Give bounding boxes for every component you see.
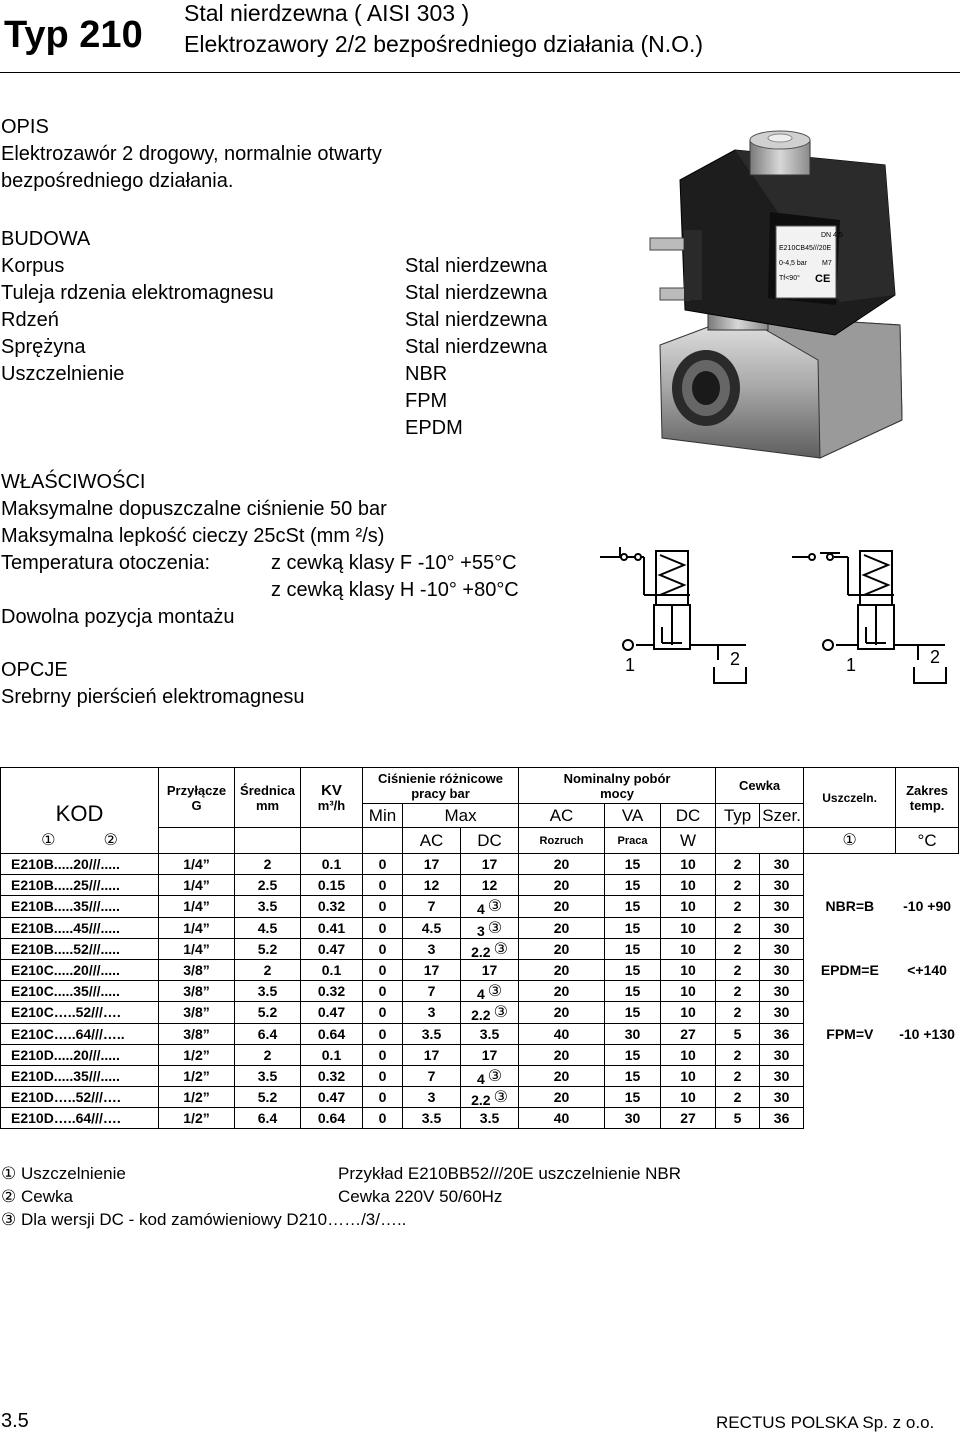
budowa-part: Uszczelnienie	[1, 363, 125, 385]
th-max: Max	[403, 804, 519, 828]
cell-mm: 3.5	[235, 1065, 301, 1086]
cell-g: 1/4”	[159, 896, 235, 917]
cell-kod: E210C.....20///.....	[1, 959, 159, 980]
wlasciwosci-heading: WŁAŚCIWOŚCI	[1, 471, 146, 493]
cell-praca: 15	[605, 1087, 661, 1108]
cell-kod: E210B.....52///.....	[1, 938, 159, 959]
cell-g: 1/4”	[159, 917, 235, 938]
valve-symbol-rest	[790, 545, 955, 695]
th-deg-c: °C	[896, 828, 959, 854]
cell-szer: 30	[760, 1065, 804, 1086]
cell-typ: 2	[716, 896, 760, 917]
th-typ: Typ	[716, 804, 760, 828]
cell-ac: 3.5	[403, 1023, 461, 1044]
th-kod: KOD	[1, 768, 159, 828]
table-row	[1, 896, 959, 917]
cell-typ: 2	[716, 917, 760, 938]
cell-roz: 20	[519, 875, 605, 896]
cell-w: 10	[661, 854, 716, 875]
cell-kod: E210C.....35///.....	[1, 981, 159, 1002]
table-row	[1, 981, 959, 1002]
cell-roz: 20	[519, 1065, 605, 1086]
company-name: RECTUS POLSKA Sp. z o.o.	[716, 1413, 935, 1432]
cell-praca: 15	[605, 917, 661, 938]
table-row	[1, 1108, 959, 1129]
table-row	[1, 1044, 959, 1065]
cell-mm: 5.2	[235, 1087, 301, 1108]
cell-w: 10	[661, 981, 716, 1002]
cell-g: 1/4”	[159, 875, 235, 896]
cell-ac: 3	[403, 1002, 461, 1023]
th-uszczeln: Uszczeln.	[804, 768, 896, 828]
photo-label-pressure: 0-4,5 bar	[779, 260, 808, 267]
cell-roz: 40	[519, 1108, 605, 1129]
cell-kv: 0.47	[301, 938, 363, 959]
header-rule	[0, 72, 960, 73]
budowa-heading: BUDOWA	[1, 228, 91, 250]
cell-w: 10	[661, 1044, 716, 1065]
cell-praca: 15	[605, 875, 661, 896]
cell-dc: 3.5	[461, 1023, 519, 1044]
cell-kod: E210B.....35///.....	[1, 896, 159, 917]
note-3-ref: ③	[493, 940, 508, 958]
th-cisnienie: Ciśnienie różnicowe pracy bar	[363, 768, 519, 804]
cell-seal: FPM=V	[826, 1025, 874, 1042]
th-dc: DC	[661, 804, 716, 828]
cell-g: 1/2”	[159, 1065, 235, 1086]
cell-szer: 36	[760, 1108, 804, 1129]
cell-dc: 17	[461, 1044, 519, 1065]
temp-class-f: z cewką klasy F -10° +55°C	[271, 552, 517, 574]
valve-photo	[640, 120, 950, 470]
cell-mm: 6.4	[235, 1023, 301, 1044]
cell-seal	[804, 1108, 896, 1129]
cell-typ: 2	[716, 1044, 760, 1065]
photo-label-m7: M7	[822, 260, 832, 267]
footnote-1: ① Uszczelnienie	[1, 1164, 126, 1183]
cell-temp: <+140	[907, 962, 947, 979]
cell-dc: 4 ③	[461, 981, 519, 1002]
port-1-label: 1	[846, 655, 857, 675]
cell-temp	[896, 917, 959, 938]
cell-mm: 3.5	[235, 896, 301, 917]
cell-temp	[896, 938, 959, 959]
cell-min: 0	[363, 1023, 403, 1044]
ambient-temp-label: Temperatura otoczenia:	[1, 552, 211, 574]
cell-seal	[804, 875, 896, 896]
cell-dc: 4 ③	[461, 896, 519, 917]
cell-g: 1/2”	[159, 1108, 235, 1129]
cell-min: 0	[363, 981, 403, 1002]
th-min: Min	[363, 804, 403, 828]
th-szer: Szer.	[760, 804, 804, 828]
spec-table	[0, 767, 959, 1129]
cell-min: 0	[363, 917, 403, 938]
cell-kod: E210D.....20///.....	[1, 1044, 159, 1065]
cell-kod: E210B.....25///.....	[1, 875, 159, 896]
cell-typ: 2	[716, 854, 760, 875]
cell-dc: 2.2 ③	[461, 1002, 519, 1023]
cell-g: 1/4”	[159, 938, 235, 959]
cell-praca: 15	[605, 981, 661, 1002]
cell-praca: 15	[605, 959, 661, 980]
cell-temp	[896, 875, 959, 896]
th-nominalny: Nominalny pobór mocy	[519, 768, 716, 804]
table-row	[1, 875, 959, 896]
budowa-material: Stal nierdzewna	[405, 309, 548, 331]
budowa-part: Korpus	[1, 255, 65, 277]
cell-ac: 12	[403, 875, 461, 896]
cell-mm: 5.2	[235, 1002, 301, 1023]
coil-example: Cewka 220V 50/60Hz	[338, 1187, 503, 1206]
cell-roz: 20	[519, 917, 605, 938]
cell-w: 10	[661, 1065, 716, 1086]
note-3-ref: ③	[493, 1004, 508, 1022]
cell-roz: 20	[519, 1002, 605, 1023]
cell-seal	[804, 1002, 896, 1023]
budowa-seal-option: FPM	[405, 390, 448, 412]
cell-kv: 0.32	[301, 981, 363, 1002]
cell-ac: 17	[403, 854, 461, 875]
cell-kv: 0.1	[301, 959, 363, 980]
cell-kod: E210B.....45///.....	[1, 917, 159, 938]
th-kod-refs: ① ②	[1, 828, 159, 854]
footnote-2: ② Cewka	[1, 1187, 73, 1206]
footnote-3: ③ Dla wersji DC - kod zamówieniowy D210……/3/…..	[1, 1210, 407, 1229]
port-1-label: 1	[625, 655, 636, 675]
th-cewka: Cewka	[716, 768, 804, 804]
cell-dc: 17	[461, 959, 519, 980]
th-ac: AC	[519, 804, 605, 828]
cell-szer: 30	[760, 896, 804, 917]
cell-mm: 4.5	[235, 917, 301, 938]
th-zakres: Zakres temp.	[896, 768, 959, 828]
cell-w: 10	[661, 1002, 716, 1023]
cell-temp	[896, 1065, 959, 1086]
cell-praca: 15	[605, 1065, 661, 1086]
cell-min: 0	[363, 938, 403, 959]
cell-min: 0	[363, 1087, 403, 1108]
cell-dc: 4 ③	[461, 1065, 519, 1086]
cell-w: 27	[661, 1023, 716, 1044]
cell-seal	[804, 938, 896, 959]
budowa-seal-option: EPDM	[405, 417, 463, 439]
photo-label-dn: DN 4,5	[821, 232, 843, 239]
cell-szer: 30	[760, 875, 804, 896]
cell-szer: 30	[760, 854, 804, 875]
cell-roz: 20	[519, 959, 605, 980]
cell-praca: 15	[605, 938, 661, 959]
cell-praca: 15	[605, 854, 661, 875]
max-pressure: Maksymalne dopuszczalne ciśnienie 50 bar	[1, 498, 387, 520]
cell-w: 10	[661, 875, 716, 896]
cell-g: 1/2”	[159, 1044, 235, 1065]
cell-temp	[896, 1087, 959, 1108]
cell-ac: 7	[403, 896, 461, 917]
cell-kv: 0.32	[301, 896, 363, 917]
cell-min: 0	[363, 854, 403, 875]
note-3-ref: ③	[487, 983, 503, 1001]
cell-kv: 0.32	[301, 1065, 363, 1086]
cell-min: 0	[363, 1044, 403, 1065]
budowa-material: NBR	[405, 363, 448, 385]
cell-ac: 4.5	[403, 917, 461, 938]
cell-mm: 2	[235, 959, 301, 980]
port-2-label: 2	[930, 647, 941, 667]
header-material: Stal nierdzewna ( AISI 303 )	[184, 0, 470, 26]
th-srednica: Średnica mm	[235, 768, 301, 828]
cell-roz: 40	[519, 1023, 605, 1044]
cell-praca: 15	[605, 896, 661, 917]
table-row	[1, 1023, 959, 1044]
cell-roz: 20	[519, 896, 605, 917]
cell-w: 27	[661, 1108, 716, 1129]
cell-kv: 0.1	[301, 1044, 363, 1065]
table-row	[1, 959, 959, 980]
th-praca: Praca	[605, 828, 661, 854]
budowa-material: Stal nierdzewna	[405, 282, 548, 304]
opis-line-2: bezpośredniego działania.	[1, 170, 234, 192]
cell-ac: 3	[403, 1087, 461, 1108]
cell-dc: 2.2 ③	[461, 938, 519, 959]
cell-kv: 0.15	[301, 875, 363, 896]
cell-mm: 2	[235, 1044, 301, 1065]
cell-temp	[896, 1044, 959, 1065]
cell-dc: 12	[461, 875, 519, 896]
cell-temp	[896, 981, 959, 1002]
cell-ac: 7	[403, 981, 461, 1002]
cell-g: 3/8”	[159, 1002, 235, 1023]
cell-seal: NBR=B	[825, 898, 875, 915]
cell-mm: 6.4	[235, 1108, 301, 1129]
cell-szer: 30	[760, 938, 804, 959]
budowa-part: Rdzeń	[1, 309, 59, 331]
cell-dc: 3 ③	[461, 917, 519, 938]
opcje-line-1: Srebrny pierścień elektromagnesu	[1, 686, 305, 708]
table-row	[1, 1002, 959, 1023]
table-row	[1, 1065, 959, 1086]
cell-g: 3/8”	[159, 1023, 235, 1044]
cell-min: 0	[363, 896, 403, 917]
cell-mm: 5.2	[235, 938, 301, 959]
cell-roz: 20	[519, 981, 605, 1002]
budowa-material: Stal nierdzewna	[405, 255, 548, 277]
cell-typ: 5	[716, 1023, 760, 1044]
photo-label-temp: Tf<90°	[779, 275, 800, 282]
cell-w: 10	[661, 938, 716, 959]
cell-szer: 36	[760, 1023, 804, 1044]
max-viscosity: Maksymalna lepkość cieczy 25cSt (mm ²/s)	[1, 525, 385, 547]
cell-szer: 30	[760, 959, 804, 980]
cell-w: 10	[661, 1087, 716, 1108]
cell-szer: 30	[760, 917, 804, 938]
cell-min: 0	[363, 1002, 403, 1023]
cell-roz: 20	[519, 854, 605, 875]
cell-kod: E210D…..52///….	[1, 1087, 159, 1108]
cell-seal	[804, 1065, 896, 1086]
cell-ac: 7	[403, 1065, 461, 1086]
cell-min: 0	[363, 1108, 403, 1129]
cell-typ: 2	[716, 981, 760, 1002]
note-3-ref: ③	[493, 1089, 508, 1107]
cell-typ: 2	[716, 1065, 760, 1086]
cell-seal	[804, 1044, 896, 1065]
cell-seal	[804, 981, 896, 1002]
cell-ac: 3	[403, 938, 461, 959]
opis-line-1: Elektrozawór 2 drogowy, normalnie otwarty	[1, 143, 382, 165]
cell-praca: 15	[605, 1002, 661, 1023]
cell-mm: 3.5	[235, 981, 301, 1002]
cell-ac: 17	[403, 959, 461, 980]
cell-kv: 0.47	[301, 1087, 363, 1108]
cell-seal	[804, 854, 896, 875]
table-row	[1, 1087, 959, 1108]
cell-roz: 20	[519, 1044, 605, 1065]
cell-szer: 30	[760, 981, 804, 1002]
photo-label-ce: CE	[815, 273, 831, 285]
valve-symbol-energized	[598, 545, 758, 695]
budowa-material: Stal nierdzewna	[405, 336, 548, 358]
cell-min: 0	[363, 875, 403, 896]
cell-seal: EPDM=E	[820, 962, 879, 979]
cell-w: 10	[661, 896, 716, 917]
th-przylacze: Przyłącze G	[159, 768, 235, 828]
cell-ac: 17	[403, 1044, 461, 1065]
cell-min: 0	[363, 959, 403, 980]
budowa-part: Sprężyna	[1, 336, 86, 358]
port-2-label: 2	[730, 649, 741, 669]
budowa-part: Tuleja rdzenia elektromagnesu	[1, 282, 274, 304]
header-description: Elektrozawory 2/2 bezpośredniego działania (N.O.)	[184, 31, 704, 57]
type-code: Typ 210	[4, 14, 143, 56]
cell-szer: 30	[760, 1002, 804, 1023]
cell-typ: 2	[716, 959, 760, 980]
cell-kod: E210D.....35///.....	[1, 1065, 159, 1086]
cell-w: 10	[661, 917, 716, 938]
cell-ac: 3.5	[403, 1108, 461, 1129]
table-row	[1, 917, 959, 938]
cell-w: 10	[661, 959, 716, 980]
note-3-ref: ③	[487, 1067, 503, 1085]
cell-temp: -10 +130	[899, 1025, 955, 1042]
cell-g: 3/8”	[159, 959, 235, 980]
cell-typ: 2	[716, 1087, 760, 1108]
order-example: Przykład E210BB52///20E uszczelnienie NBR	[338, 1164, 682, 1183]
cell-dc: 3.5	[461, 1108, 519, 1129]
cell-g: 3/8”	[159, 981, 235, 1002]
cell-dc: 17	[461, 854, 519, 875]
th-max-ac: AC	[403, 828, 461, 854]
cell-seal	[804, 917, 896, 938]
th-max-dc: DC	[461, 828, 519, 854]
cell-mm: 2	[235, 854, 301, 875]
th-va: VA	[605, 804, 661, 828]
cell-typ: 2	[716, 938, 760, 959]
table-row	[1, 938, 959, 959]
temp-class-h: z cewką klasy H -10° +80°C	[271, 579, 519, 601]
cell-temp	[896, 854, 959, 875]
cell-roz: 20	[519, 1087, 605, 1108]
mounting-position: Dowolna pozycja montażu	[1, 606, 235, 628]
cell-dc: 2.2 ③	[461, 1087, 519, 1108]
table-row	[1, 854, 959, 875]
cell-typ: 2	[716, 1002, 760, 1023]
th-w: W	[661, 828, 716, 854]
cell-kod: E210B.....20///.....	[1, 854, 159, 875]
cell-kv: 0.1	[301, 854, 363, 875]
cell-kod: E210C…..64///…..	[1, 1023, 159, 1044]
cell-temp: -10 +90	[903, 898, 952, 915]
page-number: 3.5	[1, 1410, 29, 1432]
cell-praca: 30	[605, 1108, 661, 1129]
cell-typ: 2	[716, 875, 760, 896]
cell-g: 1/4”	[159, 854, 235, 875]
cell-temp	[896, 1108, 959, 1129]
cell-seal	[804, 1087, 896, 1108]
cell-szer: 30	[760, 1087, 804, 1108]
cell-min: 0	[363, 1065, 403, 1086]
opis-heading: OPIS	[1, 116, 49, 138]
note-3-ref: ③	[487, 898, 503, 916]
cell-g: 1/2”	[159, 1087, 235, 1108]
cell-roz: 20	[519, 938, 605, 959]
photo-label-code: E210CB45///20E	[779, 245, 832, 252]
cell-kv: 0.47	[301, 1002, 363, 1023]
cell-kod: E210D…..64///….	[1, 1108, 159, 1129]
cell-mm: 2.5	[235, 875, 301, 896]
cell-temp	[896, 1002, 959, 1023]
cell-kv: 0.64	[301, 1023, 363, 1044]
cell-typ: 5	[716, 1108, 760, 1129]
note-3-ref: ③	[487, 919, 503, 937]
th-usz-ref: ①	[804, 828, 896, 854]
cell-szer: 30	[760, 1044, 804, 1065]
opcje-heading: OPCJE	[1, 659, 68, 681]
th-kv: KV m³/h	[301, 768, 363, 828]
cell-kod: E210C…..52///….	[1, 1002, 159, 1023]
cell-kv: 0.64	[301, 1108, 363, 1129]
cell-praca: 15	[605, 1044, 661, 1065]
cell-praca: 30	[605, 1023, 661, 1044]
th-rozruch: Rozruch	[519, 828, 605, 854]
cell-kv: 0.41	[301, 917, 363, 938]
